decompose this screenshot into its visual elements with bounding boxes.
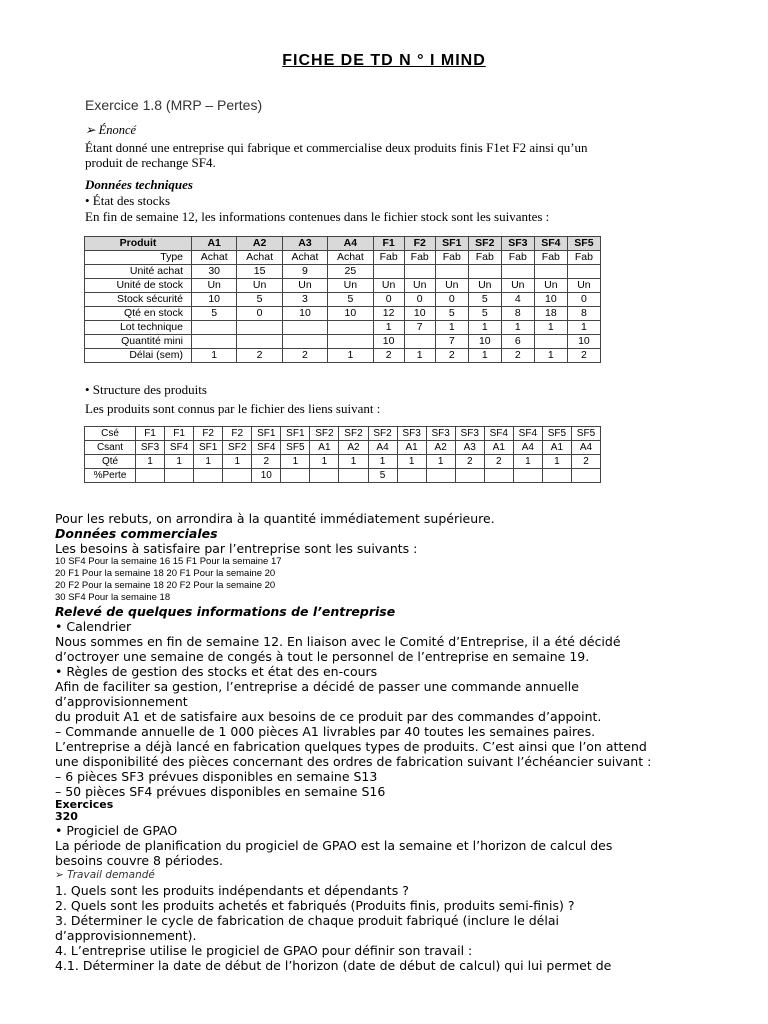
stock-cell xyxy=(534,335,567,349)
stock-cell: Achat xyxy=(282,251,327,265)
regles-text: – Commande annuelle de 1 000 pièces A1 livrables par 40 toutes les semaines paires. xyxy=(55,724,596,739)
rebuts-text: Pour les rebuts, on arrondira à la quantité immédiatement supérieure. xyxy=(55,511,495,526)
stock-cell: Un xyxy=(192,279,237,293)
links-cell: SF1 xyxy=(194,441,223,455)
stock-cell: 15 xyxy=(237,265,282,279)
stock-header-cell: A1 xyxy=(192,237,237,251)
stock-cell: 2 xyxy=(567,349,600,363)
stock-cell: Fab xyxy=(468,251,501,265)
page-number: 320 xyxy=(55,810,78,823)
links-cell: SF3 xyxy=(397,427,426,441)
stock-intro-text: En fin de semaine 12, les informations contenues dans le fichier stock sont les suivantes : xyxy=(85,209,550,224)
regles-text: L’entreprise a déjà lancé en fabrication quelques types de produits. C’est ainsi que l’on attend xyxy=(55,739,647,754)
stock-cell xyxy=(501,265,534,279)
stock-cell: Un xyxy=(567,279,600,293)
progiciel-text: La période de planification du progiciel de GPAO est la semaine et l’horizon de calcul des xyxy=(55,838,613,853)
progiciel-label: • Progiciel de GPAO xyxy=(55,823,178,838)
stock-cell: 0 xyxy=(567,293,600,307)
regles-text: – 50 pièces SF4 prévues disponibles en semaine S16 xyxy=(55,784,386,799)
stock-cell: 1 xyxy=(534,321,567,335)
stock-header-cell: SF1 xyxy=(435,237,468,251)
stock-cell: Un xyxy=(282,279,327,293)
links-cell: F1 xyxy=(136,427,165,441)
links-cell: SF2 xyxy=(339,427,368,441)
links-cell: A1 xyxy=(397,441,426,455)
stock-cell xyxy=(192,321,237,335)
etat-stocks-label: • État des stocks xyxy=(85,193,171,208)
links-cell: 1 xyxy=(310,455,339,469)
stock-cell: 7 xyxy=(435,335,468,349)
links-cell: 1 xyxy=(542,455,571,469)
links-cell xyxy=(426,469,455,483)
stock-cell: Fab xyxy=(435,251,468,265)
links-cell: A1 xyxy=(310,441,339,455)
stock-cell: 1 xyxy=(404,349,435,363)
stock-cell: 5 xyxy=(328,293,373,307)
links-table xyxy=(84,426,601,483)
exercise-title: Exercice 1.8 (MRP – Pertes) xyxy=(85,97,263,113)
stock-cell: 8 xyxy=(567,307,600,321)
stock-cell: Un xyxy=(404,279,435,293)
stock-cell xyxy=(373,265,404,279)
stock-cell: Un xyxy=(435,279,468,293)
stock-header-cell: SF5 xyxy=(567,237,600,251)
links-cell: 1 xyxy=(136,455,165,469)
stock-cell xyxy=(237,321,282,335)
links-cell: 1 xyxy=(397,455,426,469)
links-table-row xyxy=(85,427,601,441)
links-cell: SF3 xyxy=(455,427,484,441)
links-cell: SF3 xyxy=(136,441,165,455)
links-row-label: Csé xyxy=(85,427,136,441)
stock-cell xyxy=(282,335,327,349)
stock-cell xyxy=(192,335,237,349)
links-cell: 2 xyxy=(455,455,484,469)
stock-table-row xyxy=(85,265,601,279)
links-cell: SF1 xyxy=(281,427,310,441)
besoin-line: 10 SF4 Pour la semaine 16 15 F1 Pour la semaine 17 xyxy=(55,556,282,567)
question-line: d’approvisionnement). xyxy=(55,928,197,943)
intro-text: Étant donné une entreprise qui fabrique et commercialise deux produits finis F1et F2 ainsi qu’un produit de rechange SF4. xyxy=(85,140,588,170)
links-cell xyxy=(513,469,542,483)
regles-text: une disponibilité des pièces concernant des ordres de fabrication suivant l’échéancier suivant : xyxy=(55,754,652,769)
links-cell: A2 xyxy=(339,441,368,455)
stock-table-row xyxy=(85,335,601,349)
stock-row-label: Unité de stock xyxy=(85,279,192,293)
stock-cell xyxy=(237,335,282,349)
links-cell: A4 xyxy=(571,441,600,455)
stock-table-header-row xyxy=(85,237,601,251)
stock-cell: Fab xyxy=(567,251,600,265)
stock-cell: 18 xyxy=(534,307,567,321)
links-cell: 1 xyxy=(339,455,368,469)
links-table-row xyxy=(85,455,601,469)
links-cell: SF4 xyxy=(484,427,513,441)
releve-heading: Relevé de quelques informations de l’entreprise xyxy=(55,604,396,619)
stock-table xyxy=(84,236,601,363)
stock-cell: 0 xyxy=(373,293,404,307)
stock-cell: 10 xyxy=(468,335,501,349)
stock-cell: Un xyxy=(373,279,404,293)
stock-cell: 10 xyxy=(567,335,600,349)
regles-text: du produit A1 et de satisfaire aux besoins de ce produit par des commandes d’appoint. xyxy=(55,709,602,724)
stock-row-label: Unité achat xyxy=(85,265,192,279)
stock-cell: Un xyxy=(237,279,282,293)
stock-cell: 30 xyxy=(192,265,237,279)
question-line: 2. Quels sont les produits achetés et fabriqués (Produits finis, produits semi-finis) ? xyxy=(55,898,575,913)
stock-cell: Achat xyxy=(237,251,282,265)
calendrier-text: Nous sommes en fin de semaine 12. En liaison avec le Comité d’Entreprise, il a été décidé xyxy=(55,634,621,649)
stock-cell: 5 xyxy=(192,307,237,321)
stock-header-cell: A2 xyxy=(237,237,282,251)
stock-cell: 1 xyxy=(192,349,237,363)
besoin-line: 20 F1 Pour la semaine 18 20 F1 Pour la semaine 20 xyxy=(55,568,276,579)
stock-cell: 1 xyxy=(468,349,501,363)
stock-cell: Achat xyxy=(328,251,373,265)
stock-cell: 12 xyxy=(373,307,404,321)
links-cell: A4 xyxy=(513,441,542,455)
regles-text: d’approvisionnement xyxy=(55,694,188,709)
stock-cell: 2 xyxy=(435,349,468,363)
links-cell xyxy=(223,469,252,483)
besoins-intro-text: Les besoins à satisfaire par l’entreprise sont les suivants : xyxy=(55,541,418,556)
stock-cell: 10 xyxy=(534,293,567,307)
stock-cell: 10 xyxy=(404,307,435,321)
links-cell: 1 xyxy=(165,455,194,469)
stock-cell: 1 xyxy=(534,349,567,363)
links-cell xyxy=(165,469,194,483)
links-cell: 5 xyxy=(368,469,397,483)
stock-table-row xyxy=(85,293,601,307)
links-cell xyxy=(397,469,426,483)
stock-header-cell: SF3 xyxy=(501,237,534,251)
stock-table-row xyxy=(85,307,601,321)
stock-cell: 6 xyxy=(501,335,534,349)
links-cell: 1 xyxy=(513,455,542,469)
stock-cell xyxy=(404,335,435,349)
stock-cell: 5 xyxy=(435,307,468,321)
links-cell: F2 xyxy=(194,427,223,441)
stock-cell: 0 xyxy=(404,293,435,307)
stock-cell xyxy=(534,265,567,279)
structure-label: • Structure des produits xyxy=(85,382,207,397)
stock-cell: 10 xyxy=(373,335,404,349)
stock-row-label: Stock sécurité xyxy=(85,293,192,307)
stock-table-row xyxy=(85,349,601,363)
stock-cell: 1 xyxy=(373,321,404,335)
links-cell: 1 xyxy=(194,455,223,469)
regles-text: Afin de faciliter sa gestion, l’entreprise a décidé de passer une commande annuelle xyxy=(55,679,579,694)
stock-cell: 25 xyxy=(328,265,373,279)
links-cell: 1 xyxy=(426,455,455,469)
stock-cell xyxy=(435,265,468,279)
links-cell: SF5 xyxy=(571,427,600,441)
stock-cell: 0 xyxy=(435,293,468,307)
links-cell: A1 xyxy=(484,441,513,455)
stock-cell: 8 xyxy=(501,307,534,321)
stock-cell: 5 xyxy=(468,293,501,307)
links-cell: A4 xyxy=(368,441,397,455)
links-cell: 2 xyxy=(252,455,281,469)
question-line: 1. Quels sont les produits indépendants et dépendants ? xyxy=(55,883,409,898)
stock-cell: 10 xyxy=(282,307,327,321)
exercices-label: Exercices xyxy=(55,798,114,811)
links-intro-text: Les produits sont connus par le fichier des liens suivant : xyxy=(85,401,381,416)
links-cell: SF1 xyxy=(252,427,281,441)
stock-table-row xyxy=(85,321,601,335)
stock-cell xyxy=(567,265,600,279)
stock-cell xyxy=(328,335,373,349)
links-cell: F1 xyxy=(165,427,194,441)
stock-cell: Un xyxy=(501,279,534,293)
links-cell: SF4 xyxy=(252,441,281,455)
stock-header-cell: SF2 xyxy=(468,237,501,251)
links-cell xyxy=(484,469,513,483)
links-cell xyxy=(542,469,571,483)
stock-cell: 2 xyxy=(373,349,404,363)
donnees-commerciales-heading: Données commerciales xyxy=(55,526,218,541)
links-cell xyxy=(194,469,223,483)
stock-cell: 1 xyxy=(328,349,373,363)
stock-cell: 7 xyxy=(404,321,435,335)
stock-row-label: Qté en stock xyxy=(85,307,192,321)
stock-table-row xyxy=(85,279,601,293)
besoin-line: 20 F2 Pour la semaine 18 20 F2 Pour la semaine 20 xyxy=(55,580,276,591)
stock-cell xyxy=(468,265,501,279)
links-row-label: Csant xyxy=(85,441,136,455)
links-cell: 1 xyxy=(368,455,397,469)
regles-text: – 6 pièces SF3 prévues disponibles en semaine S13 xyxy=(55,769,378,784)
stock-cell: 2 xyxy=(501,349,534,363)
stock-cell: Fab xyxy=(373,251,404,265)
links-cell: 10 xyxy=(252,469,281,483)
stock-cell: 4 xyxy=(501,293,534,307)
stock-cell xyxy=(328,321,373,335)
enonce-label: ➢ Énoncé xyxy=(85,123,137,137)
besoin-line: 30 SF4 Pour la semaine 18 xyxy=(55,592,171,603)
links-cell: SF2 xyxy=(310,427,339,441)
stock-cell: 1 xyxy=(435,321,468,335)
links-cell: SF5 xyxy=(281,441,310,455)
links-table-row xyxy=(85,469,601,483)
links-cell xyxy=(339,469,368,483)
links-cell: SF4 xyxy=(165,441,194,455)
stock-cell: Fab xyxy=(501,251,534,265)
links-cell xyxy=(310,469,339,483)
stock-cell: 2 xyxy=(237,349,282,363)
links-cell xyxy=(455,469,484,483)
stock-cell: 10 xyxy=(192,293,237,307)
stock-cell: 2 xyxy=(282,349,327,363)
stock-cell: Fab xyxy=(404,251,435,265)
links-cell: 2 xyxy=(484,455,513,469)
links-table-row xyxy=(85,441,601,455)
calendrier-label: • Calendrier xyxy=(55,619,132,634)
stock-header-cell: Produit xyxy=(85,237,192,251)
stock-cell: 5 xyxy=(468,307,501,321)
links-cell: 1 xyxy=(281,455,310,469)
stock-cell: 9 xyxy=(282,265,327,279)
stock-header-cell: A3 xyxy=(282,237,327,251)
stock-cell: 1 xyxy=(501,321,534,335)
calendrier-text: d’octroyer une semaine de congés à tout le personnel de l’entreprise en semaine 19. xyxy=(55,649,590,664)
stock-cell: 5 xyxy=(237,293,282,307)
question-line: 4. L’entreprise utilise le progiciel de GPAO pour définir son travail : xyxy=(55,943,473,958)
stock-cell xyxy=(282,321,327,335)
stock-row-label: Lot technique xyxy=(85,321,192,335)
page-title: FICHE DE TD N ° I MIND xyxy=(282,52,486,69)
stock-header-cell: F2 xyxy=(404,237,435,251)
question-line: 3. Déterminer le cycle de fabrication de chaque produit fabriqué (inclure le délai xyxy=(55,913,559,928)
stock-cell: Achat xyxy=(192,251,237,265)
stock-row-label: Délai (sem) xyxy=(85,349,192,363)
links-row-label: %Perte xyxy=(85,469,136,483)
stock-cell: Un xyxy=(468,279,501,293)
donnees-techniques-heading: Données techniques xyxy=(85,177,193,192)
stock-cell: 10 xyxy=(328,307,373,321)
stock-cell: 1 xyxy=(468,321,501,335)
links-cell: SF4 xyxy=(513,427,542,441)
links-cell xyxy=(281,469,310,483)
stock-cell xyxy=(404,265,435,279)
links-cell xyxy=(136,469,165,483)
links-cell: SF3 xyxy=(426,427,455,441)
links-cell: SF5 xyxy=(542,427,571,441)
stock-header-cell: SF4 xyxy=(534,237,567,251)
links-cell: A1 xyxy=(542,441,571,455)
stock-row-label: Quantité mini xyxy=(85,335,192,349)
links-cell: 1 xyxy=(223,455,252,469)
stock-cell: Fab xyxy=(534,251,567,265)
stock-cell: Un xyxy=(534,279,567,293)
stock-cell: 3 xyxy=(282,293,327,307)
progiciel-text: besoins couvre 8 périodes. xyxy=(55,853,223,868)
stock-cell: Un xyxy=(328,279,373,293)
links-cell: SF2 xyxy=(368,427,397,441)
stock-header-cell: F1 xyxy=(373,237,404,251)
links-cell: A3 xyxy=(455,441,484,455)
body-section xyxy=(55,511,715,973)
stock-table-row xyxy=(85,251,601,265)
stock-cell: 0 xyxy=(237,307,282,321)
links-cell: 2 xyxy=(571,455,600,469)
links-cell: A2 xyxy=(426,441,455,455)
stock-cell: 1 xyxy=(567,321,600,335)
links-cell: SF2 xyxy=(223,441,252,455)
question-line: 4.1. Déterminer la date de début de l’horizon (date de début de calcul) qui lui permet de xyxy=(55,958,612,973)
links-cell: F2 xyxy=(223,427,252,441)
regles-label: • Règles de gestion des stocks et état des en-cours xyxy=(55,664,378,679)
travail-demande-label: ➢ Travail demandé xyxy=(55,869,155,881)
stock-header-cell: A4 xyxy=(328,237,373,251)
stock-row-label: Type xyxy=(85,251,192,265)
links-cell xyxy=(571,469,600,483)
links-row-label: Qté xyxy=(85,455,136,469)
